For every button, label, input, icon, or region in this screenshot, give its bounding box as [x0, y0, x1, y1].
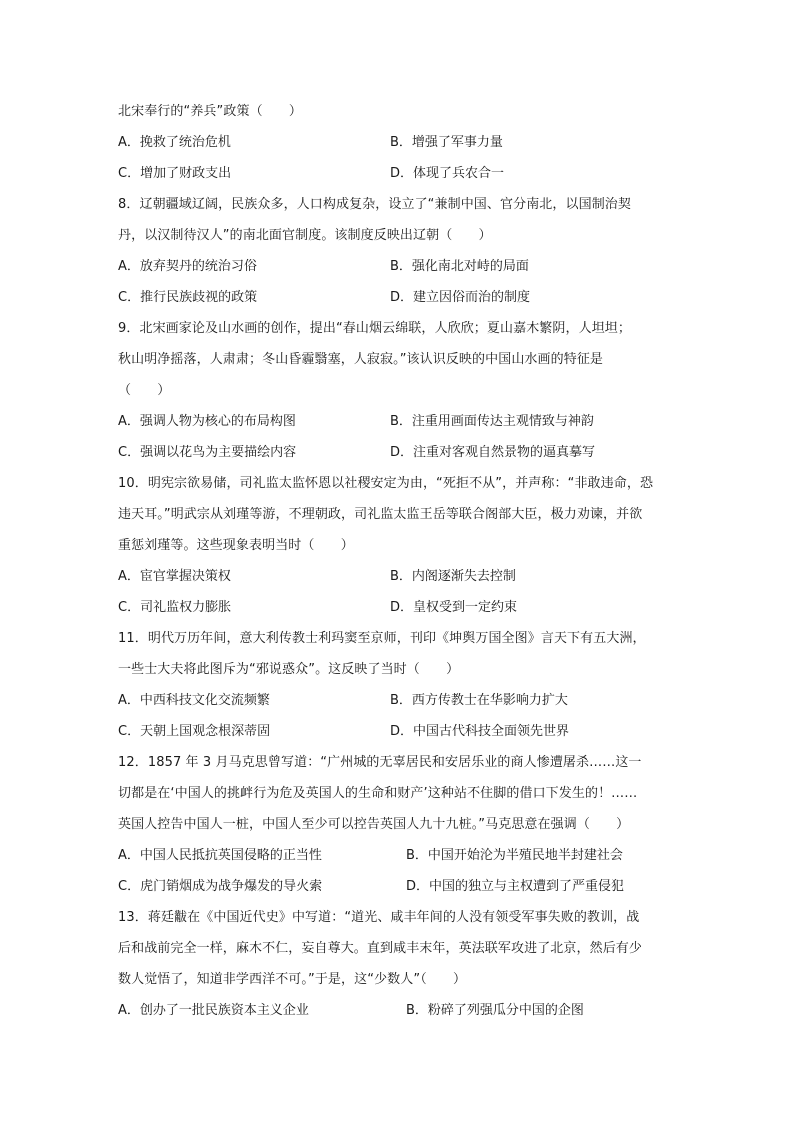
option-b: B．中国开始沦为半殖民地半封建社会: [406, 848, 623, 863]
option-a: A．中国人民抵抗英国侵略的正当性: [118, 848, 322, 863]
question-stem-line: 10．明宪宗欲易储，司礼监太监怀恩以社稷安定为由，“死拒不从”，并声称：“非敢违命，恐: [118, 476, 654, 491]
option-c: C．强调以花鸟为主要描绘内容: [118, 445, 297, 460]
question-stem-line: 丹，以汉制待汉人”的南北面官制度。该制度反映出辽朝（ ）: [118, 228, 492, 243]
option-b: B．粉碎了列强瓜分中国的企图: [406, 1003, 584, 1018]
question-stem-line: 切都是在‘中国人的挑衅行为危及英国人的生命和财产’这种站不住脚的借口下发生的！……: [118, 786, 638, 801]
option-a: A．放弃契丹的统治习俗: [118, 259, 257, 274]
option-c: C．司礼监权力膨胀: [118, 600, 232, 615]
option-a: A．创办了一批民族资本主义企业: [118, 1003, 309, 1018]
option-b: B．西方传教士在华影响力扩大: [390, 693, 568, 708]
option-c: C．天朝上国观念根深蒂固: [118, 724, 271, 739]
question-stem-line: 12．1857 年 3 月马克思曾写道：“广州城的无辜居民和安居乐业的商人惨遭屠杀……这一: [118, 755, 642, 770]
option-a: A．强调人物为核心的布局构图: [118, 414, 296, 429]
option-c: C．虎门销烟成为战争爆发的导火索: [118, 879, 323, 894]
option-d: D．建立因俗而治的制度: [390, 290, 531, 305]
option-a: A．挽救了统治危机: [118, 135, 231, 150]
option-d: D．体现了兵农合一: [390, 166, 505, 181]
option-d: D．中国古代科技全面领先世界: [390, 724, 570, 739]
option-b: B．强化南北对峙的局面: [390, 259, 529, 274]
question-stem-line: 重惩刘瑾等。这些现象表明当时（ ）: [118, 538, 354, 553]
question-stem-line: 数人觉悟了，知道非学西洋不可。”于是，这“少数人”（ ）: [118, 972, 467, 987]
question-stem-line: 北宋奉行的“养兵”政策（ ）: [118, 104, 302, 119]
option-a: A．中西科技文化交流频繁: [118, 693, 270, 708]
question-stem-line: 13．蒋廷黻在《中国近代史》中写道：“道光、咸丰年间的人没有领受军事失败的教训，战: [118, 910, 640, 925]
option-b: B．内阁逐渐失去控制: [390, 569, 516, 584]
option-d: D．注重对客观自然景物的逼真摹写: [390, 445, 596, 460]
question-stem-line: 违天耳。”明武宗从刘瑾等游，不理朝政，司礼监太监王岳等联合阁部大臣，极力劝谏，并欲: [118, 507, 643, 522]
question-stem-line: 8．辽朝疆域辽阔，民族众多，人口构成复杂，设立了“兼制中国、官分南北，以国制治契: [118, 197, 632, 212]
question-stem-line: 英国人控告中国人一桩，中国人至少可以控告英国人九十九桩。”马克思意在强调（ ）: [118, 817, 630, 832]
option-b: B．注重用画面传达主观情致与神韵: [390, 414, 594, 429]
question-stem-line: （ ）: [118, 383, 171, 398]
question-stem-line: 11．明代万历年间，意大利传教士利玛窦至京师，刊印《坤舆万国全图》言天下有五大洲，: [118, 631, 646, 646]
option-c: C．增加了财政支出: [118, 166, 232, 181]
question-stem-line: 9．北宋画家论及山水画的创作，提出“春山烟云绵联，人欣欣；夏山嘉木繁阴，人坦坦；: [118, 321, 632, 336]
option-b: B．增强了军事力量: [390, 135, 503, 150]
option-c: C．推行民族歧视的政策: [118, 290, 258, 305]
question-stem-line: 后和战前完全一样，麻木不仁，妄自尊大。直到咸丰末年，英法联军攻进了北京，然后有少: [118, 941, 643, 956]
option-d: D．中国的独立与主权遭到了严重侵犯: [406, 879, 625, 894]
question-stem-line: 秋山明净摇落，人肃肃；冬山昏霾翳塞，人寂寂。”该认识反映的中国山水画的特征是: [118, 352, 604, 367]
option-a: A．宦官掌握决策权: [118, 569, 231, 584]
option-d: D．皇权受到一定约束: [390, 600, 518, 615]
question-stem-line: 一些士大夫将此图斥为“邪说惑众”。这反映了当时（ ）: [118, 662, 460, 677]
